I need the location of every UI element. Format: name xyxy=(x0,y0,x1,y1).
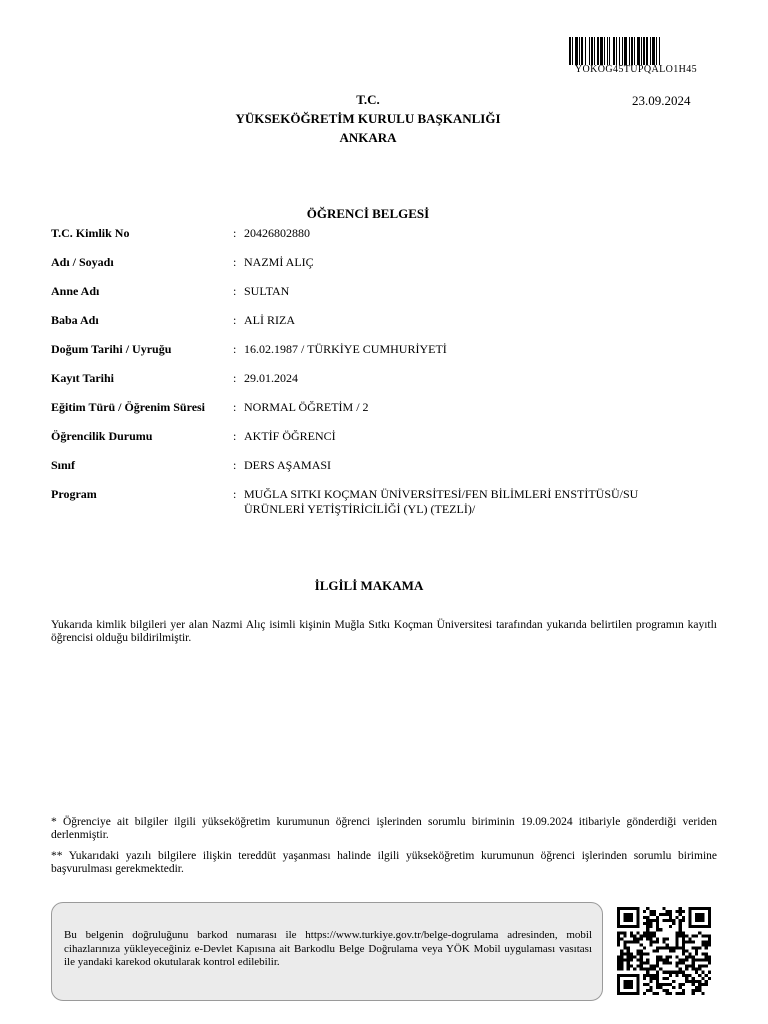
verification-text: Bu belgenin doğruluğunu barkod numarası ile https://www.turkiye.gov.tr/belge-dogrulama adresinden, mobil cihazlarınıza yükleyeceğiniz e-Devlet Kapısına ait Barkodlu Belge Doğrulama veya YÖK Mobil uygulaması vasıtası ile yandaki karekod okutularak kontrol edilebilir. xyxy=(64,929,592,968)
field-label: Baba Adı xyxy=(51,313,99,327)
field-row-baba-adi xyxy=(51,313,684,328)
field-label: Doğum Tarihi / Uyruğu xyxy=(51,342,172,356)
field-value: 29.01.2024 xyxy=(244,371,298,385)
field-value: NORMAL ÖĞRETİM / 2 xyxy=(244,400,369,414)
field-row-tc-kimlik-no xyxy=(51,226,684,241)
field-label: Eğitim Türü / Öğrenim Süresi xyxy=(51,400,206,414)
addressee-title: İLGİLİ MAKAMA xyxy=(314,578,424,593)
document-title: ÖĞRENCİ BELGESİ xyxy=(306,206,430,221)
field-value: SULTAN xyxy=(244,284,290,298)
field-colon: : xyxy=(233,371,237,385)
field-label: Program xyxy=(51,487,97,501)
field-value: 16.02.1987 / TÜRKİYE CUMHURİYETİ xyxy=(244,342,447,356)
field-colon: : xyxy=(233,284,237,298)
field-value: MUĞLA SITKI KOÇMAN ÜNİVERSİTESİ/FEN BİLİMLERİ ENSTİTÜSÜ/SU ÜRÜNLERİ YETİŞTİRİCİLİĞİ (YL) (TEZLİ)/ xyxy=(244,487,639,516)
field-row-dogum-tarihi-uyrugu xyxy=(51,342,684,357)
field-label: T.C. Kimlik No xyxy=(51,226,130,240)
field-value: NAZMİ ALIÇ xyxy=(244,255,314,269)
field-colon: : xyxy=(233,313,237,327)
field-row-anne-adi xyxy=(51,284,684,299)
field-row-ogrencilik-durumu xyxy=(51,429,684,444)
field-value: ALİ RIZA xyxy=(244,313,295,327)
field-colon: : xyxy=(233,429,237,443)
field-row-sinif xyxy=(51,458,684,473)
field-colon: : xyxy=(233,487,237,501)
field-value: 20426802880 xyxy=(244,226,310,240)
field-row-program xyxy=(51,487,684,517)
footnote-data-source: * Öğrenciye ait bilgiler ilgili yükseköğretim kurumunun öğrenci işlerinden sorumlu biriminin 19.09.2024 itibariyle gönderdiği veriden derlenmiştir. xyxy=(51,816,717,841)
field-label: Öğrencilik Durumu xyxy=(51,429,153,443)
field-colon: : xyxy=(233,255,237,269)
header-institution: YÜKSEKÖĞRETİM KURULU BAŞKANLIĞI xyxy=(235,111,501,126)
field-row-kayit-tarihi xyxy=(51,371,684,386)
field-label: Anne Adı xyxy=(51,284,100,298)
field-value: DERS AŞAMASI xyxy=(244,458,332,472)
field-colon: : xyxy=(233,226,237,240)
field-value: AKTİF ÖĞRENCİ xyxy=(244,429,336,443)
field-row-egitim-turu xyxy=(51,400,684,415)
field-row-ad-soyad xyxy=(51,255,684,270)
field-label: Kayıt Tarihi xyxy=(51,371,115,385)
header-country: T.C. xyxy=(356,92,380,107)
field-colon: : xyxy=(233,400,237,414)
field-label: Sınıf xyxy=(51,458,76,472)
field-colon: : xyxy=(233,458,237,472)
field-label: Adı / Soyadı xyxy=(51,255,114,269)
barcode-image xyxy=(569,37,699,65)
barcode-number: YOKOG45TUPQALO1H45 xyxy=(574,64,698,75)
header-city: ANKARA xyxy=(339,130,397,145)
body-paragraph: Yukarıda kimlik bilgileri yer alan Nazmi Alıç isimli kişinin Muğla Sıtkı Koçman Üniversitesi tarafından yukarıda belirtilen programın kayıtlı öğrencisi olduğu bildirilmiştir. xyxy=(51,619,717,644)
field-colon: : xyxy=(233,342,237,356)
qr-code-icon xyxy=(617,907,711,995)
footnote-contact: ** Yukarıdaki yazılı bilgilere ilişkin tereddüt yaşanması halinde ilgili yükseköğretim kurumunun öğrenci işlerinden sorumlu birimine başvurulması gerekmektedir. xyxy=(51,850,717,875)
document-date: 23.09.2024 xyxy=(632,93,691,108)
